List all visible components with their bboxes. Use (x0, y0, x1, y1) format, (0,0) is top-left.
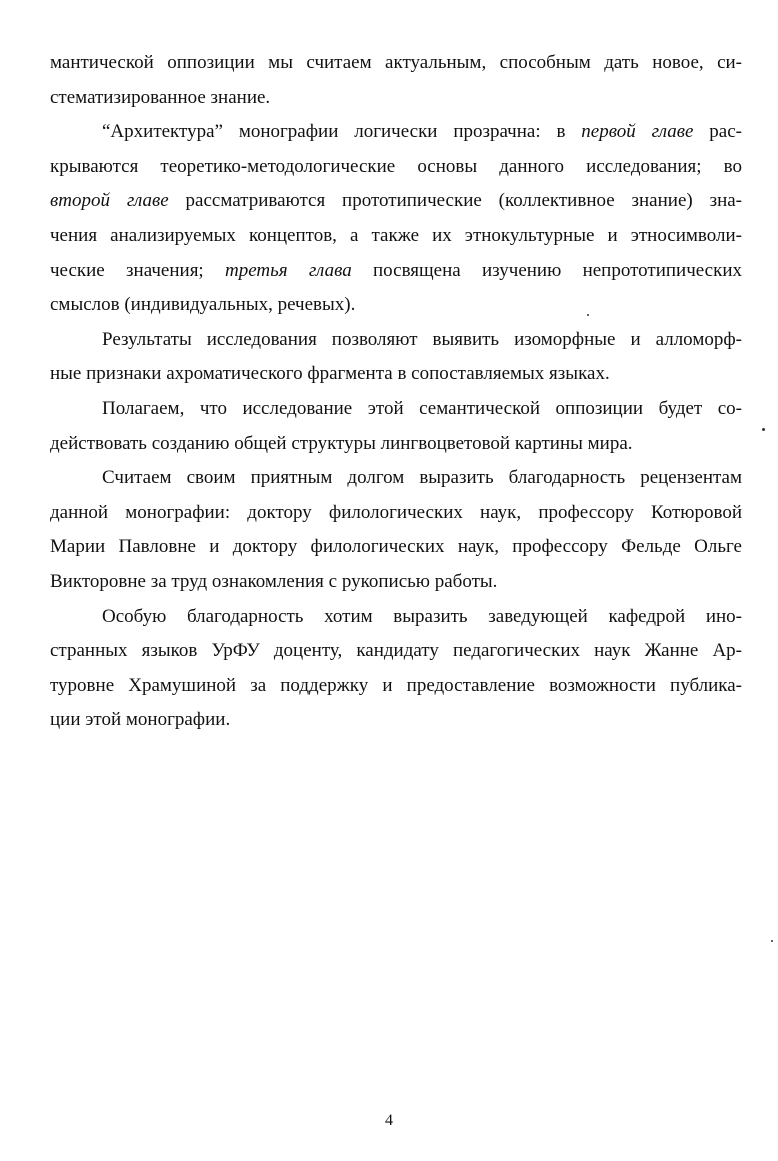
text-line: данной монографии: доктору филологических наук, профессору Котюровой (50, 501, 742, 523)
scan-speck (771, 940, 773, 942)
italic-term: третья глава (225, 259, 352, 281)
text-line: Викторовне за труд ознакомления с рукописью работы. (50, 570, 498, 592)
text-line: туровне Храмушиной за поддержку и предоставление возможности публика- (50, 674, 742, 696)
text-line: мантической оппозиции мы считаем актуальным, способным дать новое, си- (50, 52, 742, 73)
paragraph-p3 (50, 323, 742, 392)
text-line: странных языков УрФУ доценту, кандидату педагогических наук Жанне Ар- (50, 640, 742, 662)
text-line: стематизированное знание. (50, 86, 271, 108)
text-line: смыслов (индивидуальных, речевых). (50, 294, 356, 316)
text-line: действовать созданию общей структуры лингвоцветовой картины мира. (50, 432, 633, 454)
paragraph-p5 (50, 461, 742, 599)
paragraph-p2 (50, 115, 742, 323)
page-number: 4 (385, 1112, 393, 1129)
text-line: Марии Павловне и доктору филологических наук, профессору Фельде Ольге (50, 536, 742, 558)
text-line: Считаем своим приятным долгом выразить благодарность рецензентам (102, 467, 742, 489)
text-line: второй главе рассматриваются прототипические (коллективное знание) зна- (50, 190, 742, 212)
text-line: Особую благодарность хотим выразить заведующей кафедрой ино- (102, 605, 742, 627)
document-body (50, 46, 742, 738)
paragraph-p1 (50, 46, 742, 115)
text-line: ции этой монографии. (50, 709, 231, 731)
scan-speck (762, 428, 765, 431)
scan-speck (587, 314, 589, 316)
paragraph-p4 (50, 392, 742, 461)
italic-term: второй главе (50, 190, 169, 212)
text-line: ческие значения; третья глава посвящена изучению непрототипических (50, 259, 742, 281)
paragraph-p6 (50, 600, 742, 738)
text-line: Результаты исследования позволяют выявить изоморфные и алломорф- (102, 328, 742, 350)
italic-term: первой главе (581, 121, 694, 143)
text-line: чения анализируемых концептов, а также их этнокультурные и этносимволи- (50, 224, 742, 246)
text-line: крываются теоретико-методологические основы данного исследования; во (50, 155, 742, 177)
text-line: “Архитектура” монографии логически прозрачна: в первой главе рас- (102, 121, 743, 143)
text-line: Полагаем, что исследование этой семантической оппозиции будет со- (102, 397, 742, 419)
text-line: ные признаки ахроматического фрагмента в сопоставляемых языках. (50, 363, 610, 385)
